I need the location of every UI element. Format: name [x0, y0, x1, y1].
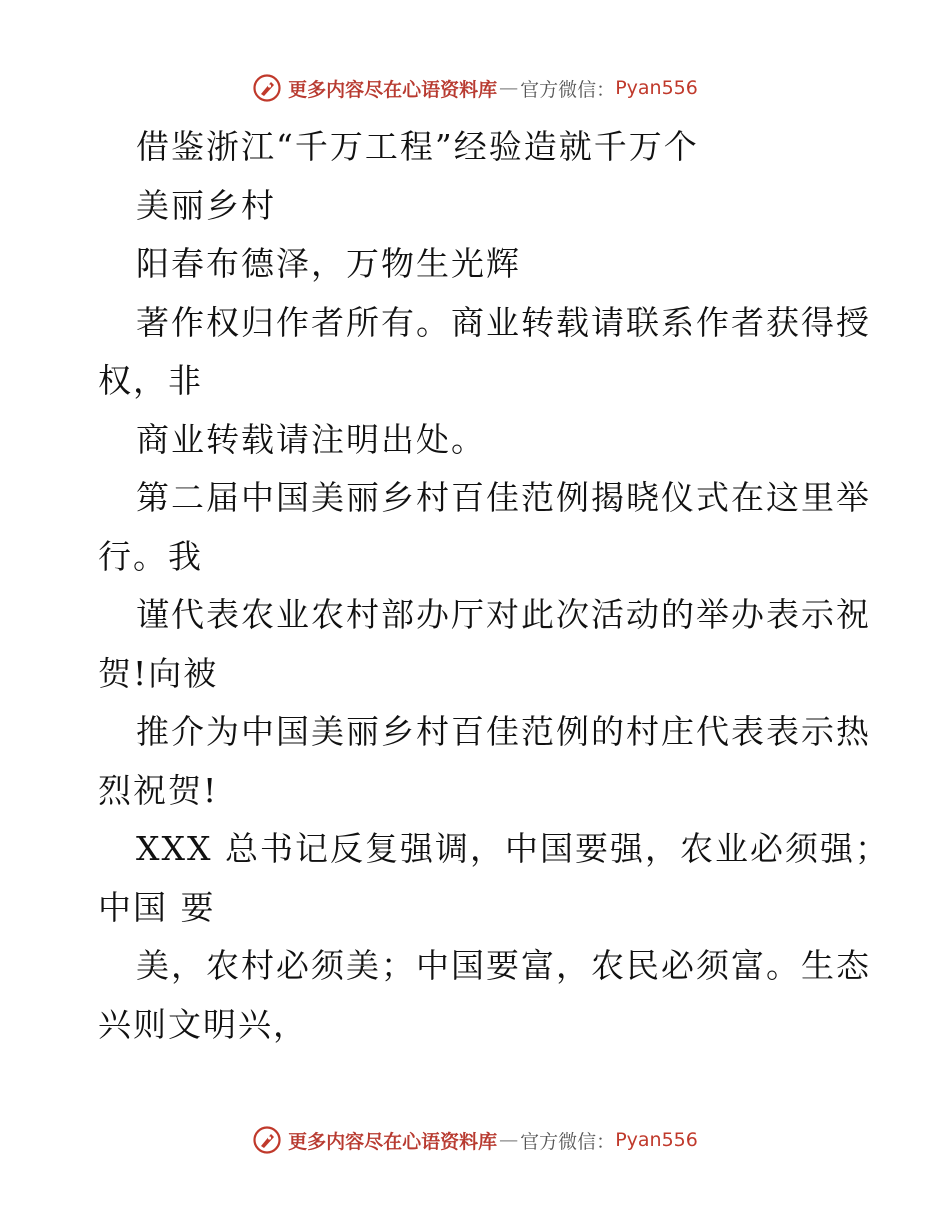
header-wechat-label: 官方微信：	[520, 78, 616, 101]
text-line: 中国 要	[98, 887, 216, 927]
footer-watermark	[0, 1122, 950, 1158]
text-line: 著作权归作者所有。商业转载请联系作者获得授	[136, 302, 871, 342]
header-dash: —	[499, 77, 519, 99]
footer-dash: —	[499, 1129, 519, 1151]
text-line: 美，农村必须美；中国要富，农民必须富。生态	[136, 946, 871, 985]
footer-wechat-id: Pyan556	[615, 1129, 698, 1151]
text-line: 兴则文明兴，	[98, 1004, 308, 1044]
pen-nib-circle-icon	[252, 73, 282, 103]
text-line: 行。我	[98, 536, 203, 576]
footer-brand: 更多内容尽在心语资料库	[288, 1130, 498, 1153]
text-line: 阳春布德泽，万物生光辉	[136, 244, 521, 283]
text-line: 烈祝贺!	[98, 770, 219, 810]
text-line: 第二届中国美丽乡村百佳范例揭晓仪式在这里举	[136, 478, 871, 517]
text-line: 商业转载请注明出处。	[136, 419, 486, 459]
header-watermark	[0, 70, 950, 106]
text-line: 借鉴浙江“千万工程”经验造就千万个	[136, 127, 699, 166]
header-brand: 更多内容尽在心语资料库	[288, 78, 498, 101]
text-line: 权，非	[98, 361, 203, 400]
pen-nib-circle-icon	[252, 1125, 282, 1155]
document-body	[98, 118, 890, 1054]
text-line: 推介为中国美丽乡村百佳范例的村庄代表表示热	[136, 712, 871, 751]
text-line: 贺!向被	[98, 653, 219, 693]
footer-wechat-label: 官方微信：	[520, 1130, 616, 1153]
text-line: 谨代表农业农村部办厅对此次活动的举办表示祝	[136, 595, 871, 634]
text-line: XXX 总书记反复强调，中国要强，农业必须强；	[136, 829, 890, 868]
header-wechat-id: Pyan556	[615, 77, 698, 99]
text-line: 美丽乡村	[136, 185, 276, 225]
